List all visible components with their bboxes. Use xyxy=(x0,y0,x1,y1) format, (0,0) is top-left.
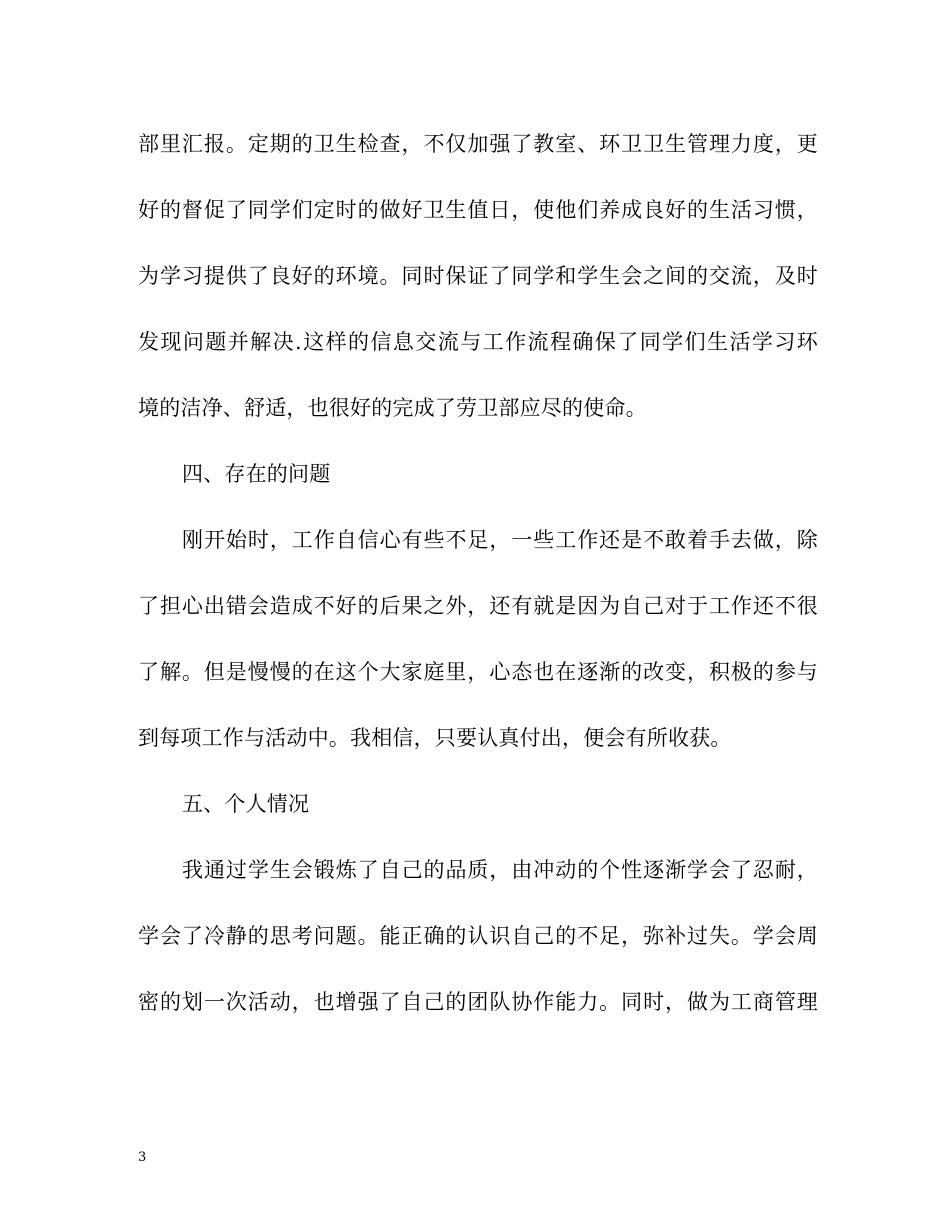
paragraph-line: 部里汇报。定期的卫生检查，不仅加强了教室、环卫卫生管理力度，更 xyxy=(138,132,818,156)
paragraph-line: 发现问题并解决.这样的信息交流与工作流程确保了同学们生活学习环 xyxy=(138,330,818,354)
paragraph-line: 到每项工作与活动中。我相信，只要认真付出，便会有所收获。 xyxy=(138,726,732,750)
paragraph-line: 学会了冷静的思考问题。能正确的认识自己的不足，弥补过失。学会周 xyxy=(138,924,818,948)
paragraph-line: 我通过学生会锻炼了自己的品质，由冲动的个性逐渐学会了忍耐， xyxy=(182,858,818,882)
section-heading: 四、存在的问题 xyxy=(182,462,331,486)
paragraph-line: 为学习提供了良好的环境。同时保证了同学和学生会之间的交流，及时 xyxy=(138,264,818,288)
paragraph-line: 好的督促了同学们定时的做好卫生值日，使他们养成良好的生活习惯， xyxy=(138,198,818,222)
paragraph-line: 了担心出错会造成不好的后果之外，还有就是因为自己对于工作还不很 xyxy=(138,594,818,618)
page-number: 3 xyxy=(138,1150,147,1165)
section-heading: 五、个人情况 xyxy=(182,792,310,816)
paragraph-line: 密的划一次活动，也增强了自己的团队协作能力。同时，做为工商管理 xyxy=(138,990,818,1014)
paragraph-line: 刚开始时，工作自信心有些不足，一些工作还是不敢着手去做，除 xyxy=(182,528,818,552)
paragraph-line: 了解。但是慢慢的在这个大家庭里，心态也在逐渐的改变，积极的参与 xyxy=(138,660,818,684)
paragraph-line: 境的洁净、舒适，也很好的完成了劳卫部应尽的使命。 xyxy=(138,396,647,420)
